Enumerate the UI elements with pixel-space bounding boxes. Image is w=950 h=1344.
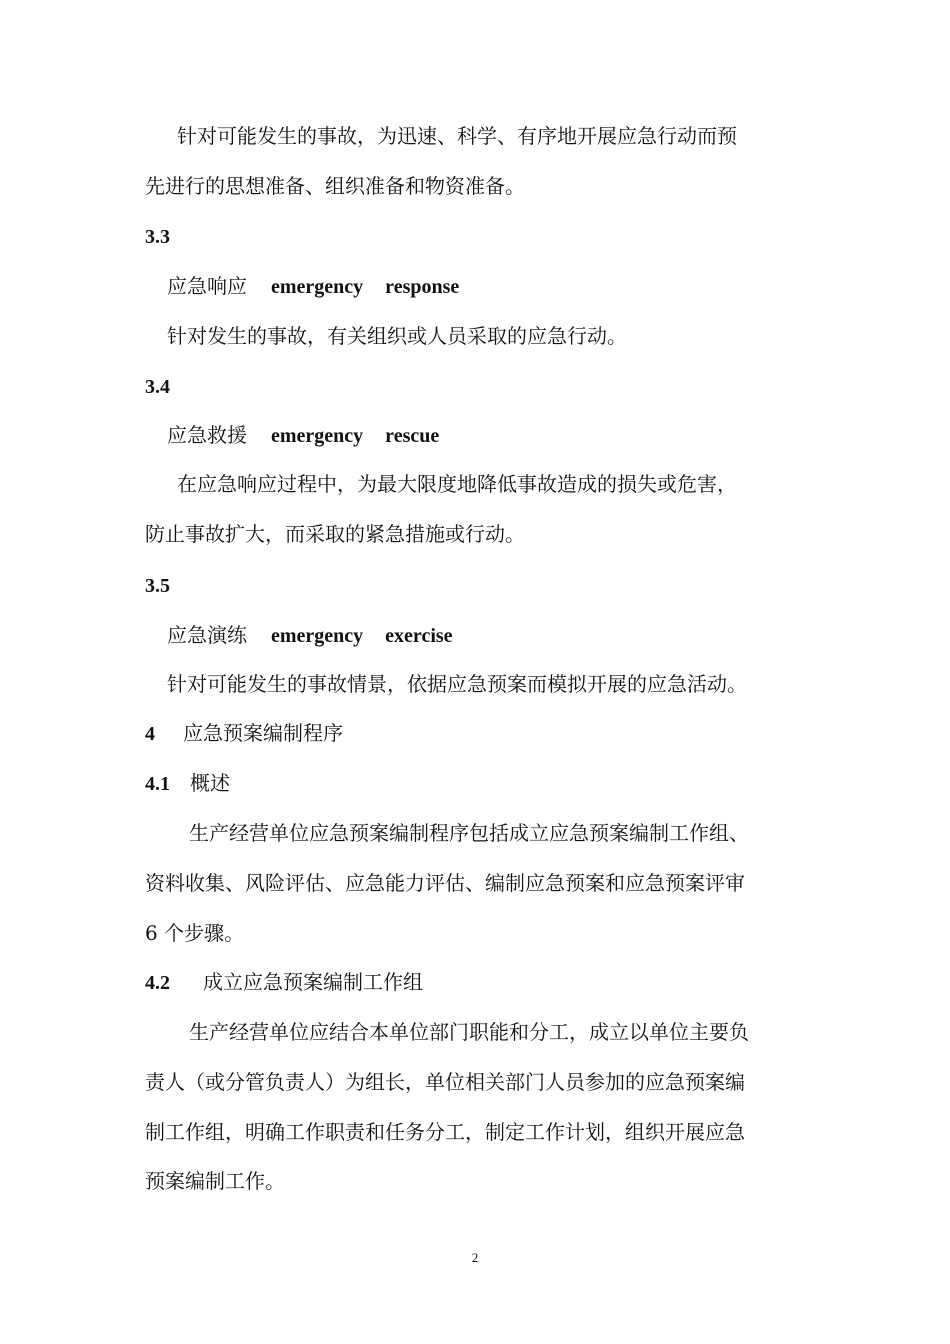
paragraph-line: 制工作组，明确工作职责和任务分工，制定工作计划，组织开展应急 [145, 1120, 745, 1144]
paragraph-line: 责人（或分管负责人）为组长，单位相关部门人员参加的应急预案编 [145, 1070, 745, 1094]
term-definition: 针对可能发生的事故情景，依据应急预案而模拟开展的应急活动。 [167, 672, 747, 696]
page-number: 2 [471, 1250, 479, 1265]
clause-number: 3.4 [145, 376, 170, 398]
section-number [0, 372, 950, 401]
paragraph-line: 先进行的思想准备、组织准备和物资准备。 [145, 174, 525, 198]
term-definition: 在应急响应过程中，为最大限度地降低事故造成的损失或危害， [177, 472, 737, 496]
paragraph-line: 针对可能发生的事故，为迅速、科学、有序地开展应急行动而预 [177, 124, 737, 148]
term-english: response [385, 276, 460, 298]
section-title: 概述 [190, 771, 230, 795]
clause-number: 3.5 [145, 575, 170, 597]
paragraph-line: 生产经营单位应结合本单位部门职能和分工，成立以单位主要负 [189, 1020, 749, 1044]
chapter-number: 4 [145, 723, 155, 745]
term-english: emergency [271, 276, 364, 298]
paragraph-line: 生产经营单位应急预案编制程序包括成立应急预案编制工作组、 [189, 821, 749, 845]
clause-number: 3.3 [145, 226, 170, 248]
term-definition: 针对发生的事故，有关组织或人员采取的应急行动。 [167, 324, 627, 348]
term-english: exercise [385, 625, 453, 647]
term-chinese: 应急救援 [167, 423, 247, 447]
section-title: 成立应急预案编制工作组 [203, 970, 423, 994]
section-heading [0, 968, 950, 997]
term-definition: 防止事故扩大，而采取的紧急措施或行动。 [145, 522, 525, 546]
term-heading [0, 621, 950, 650]
paragraph-line: 预案编制工作。 [145, 1169, 285, 1193]
section-number: 4.2 [145, 972, 170, 994]
paragraph-line: 资料收集、风险评估、应急能力评估、编制应急预案和应急预案评审 [145, 871, 745, 895]
section-number: 4.1 [145, 773, 170, 795]
term-heading [0, 272, 950, 301]
paragraph-line: 6 个步骤。 [145, 921, 245, 945]
chapter-title: 应急预案编制程序 [183, 721, 343, 745]
term-chinese: 应急演练 [167, 623, 247, 647]
term-english: emergency [271, 625, 364, 647]
term-heading [0, 421, 950, 450]
term-chinese: 应急响应 [167, 274, 247, 298]
section-number [0, 571, 950, 600]
section-heading [0, 769, 950, 798]
term-english: emergency [271, 425, 364, 447]
section-number [0, 222, 950, 251]
chapter-heading [0, 719, 950, 748]
term-english: rescue [385, 425, 440, 447]
